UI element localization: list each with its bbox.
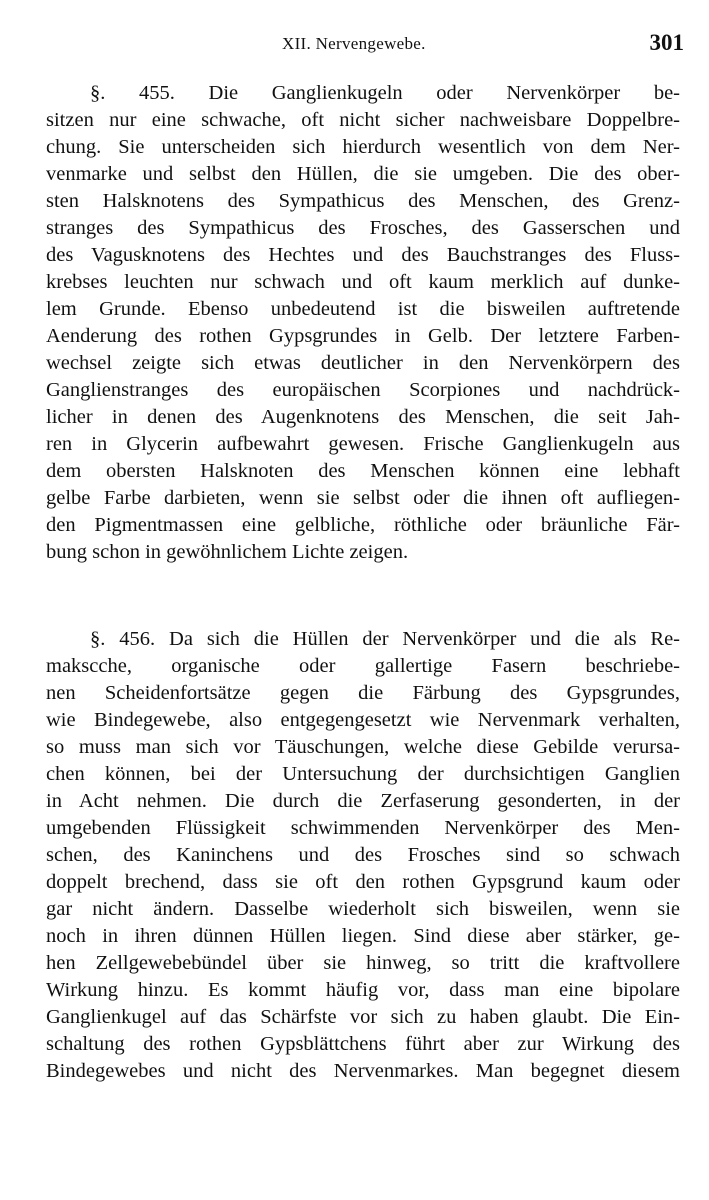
text-line: hen Zellgewebebündel über sie hinweg, so tritt die kraftvollere	[46, 952, 680, 974]
text-line: Ganglienkugel auf das Schärfste vor sich zu haben glaubt. Die Ein-	[46, 1006, 680, 1028]
text-line: wechsel zeigte sich etwas deutlicher in den Nervenkörpern des	[46, 352, 680, 374]
text-line: chung. Sie unterscheiden sich hierdurch wesentlich von dem Ner-	[46, 136, 680, 158]
text-line: licher in denen des Augenknotens des Menschen, die seit Jah-	[46, 406, 680, 428]
text-line: umgebenden Flüssigkeit schwimmenden Nervenkörper des Men-	[46, 817, 680, 839]
text-line: venmarke und selbst den Hüllen, die sie umgeben. Die des ober-	[46, 163, 680, 185]
text-line: chen können, bei der Untersuchung der durchsichtigen Ganglien	[46, 763, 680, 785]
text-line: Wirkung hinzu. Es kommt häufig vor, dass man eine bipolare	[46, 979, 680, 1001]
text-line: stranges des Sympathicus des Frosches, des Gasserschen und	[46, 217, 680, 239]
text-line: sitzen nur eine schwache, oft nicht sicher nachweisbare Doppelbre-	[46, 109, 680, 131]
text-line: §. 455. Die Ganglienkugeln oder Nervenkörper be-	[90, 82, 680, 104]
chapter-title: XII. Nervengewebe.	[282, 34, 426, 53]
text-line: gelbe Farbe darbieten, wenn sie selbst oder die ihnen oft aufliegen-	[46, 487, 680, 509]
text-line: nen Scheidenfortsätze gegen die Färbung des Gypsgrundes,	[46, 682, 680, 704]
text-line: lem Grunde. Ebenso unbedeutend ist die bisweilen auftretende	[46, 298, 680, 320]
text-line: in Acht nehmen. Die durch die Zerfaserung gesonderten, in der	[46, 790, 680, 812]
text-line: des Vagusknotens des Hechtes und des Bauchstranges des Fluss-	[46, 244, 680, 266]
text-line: den Pigmentmassen eine gelbliche, röthliche oder bräunliche Fär-	[46, 514, 680, 536]
text-line: schaltung des rothen Gypsblättchens führt aber zur Wirkung des	[46, 1033, 680, 1055]
text-line: so muss man sich vor Täuschungen, welche diese Gebilde verursa-	[46, 736, 680, 758]
page-number: 301	[649, 30, 684, 55]
text-line: sten Halsknotens des Sympathicus des Menschen, des Grenz-	[46, 190, 680, 212]
text-line: noch in ihren dünnen Hüllen liegen. Sind diese aber stärker, ge-	[46, 925, 680, 947]
text-line: Aenderung des rothen Gypsgrundes in Gelb. Der letztere Farben-	[46, 325, 680, 347]
text-line: Ganglienstranges des europäischen Scorpiones und nachdrück-	[46, 379, 680, 401]
text-line: ren in Glycerin aufbewahrt gewesen. Frische Ganglienkugeln aus	[46, 433, 680, 455]
text-line: krebses leuchten nur schwach und oft kaum merklich auf dunke-	[46, 271, 680, 293]
text-line: gar nicht ändern. Dasselbe wiederholt sich bisweilen, wenn sie	[46, 898, 680, 920]
text-line: schen, des Kaninchens und des Frosches sind so schwach	[46, 844, 680, 866]
page-header	[44, 30, 684, 64]
text-line: doppelt brechend, dass sie oft den rothen Gypsgrund kaum oder	[46, 871, 680, 893]
text-line: makscche, organische oder gallertige Fasern beschriebe-	[46, 655, 680, 677]
text-line: dem obersten Halsknoten des Menschen können eine lebhaft	[46, 460, 680, 482]
text-line: §. 456. Da sich die Hüllen der Nervenkörper und die als Re-	[90, 628, 680, 650]
text-line: Bindegewebes und nicht des Nervenmarkes. Man begegnet diesem	[46, 1060, 680, 1082]
text-line: bung schon in gewöhnlichem Lichte zeigen.	[46, 541, 409, 563]
text-line: wie Bindegewebe, also entgegengesetzt wie Nervenmark verhalten,	[46, 709, 680, 731]
